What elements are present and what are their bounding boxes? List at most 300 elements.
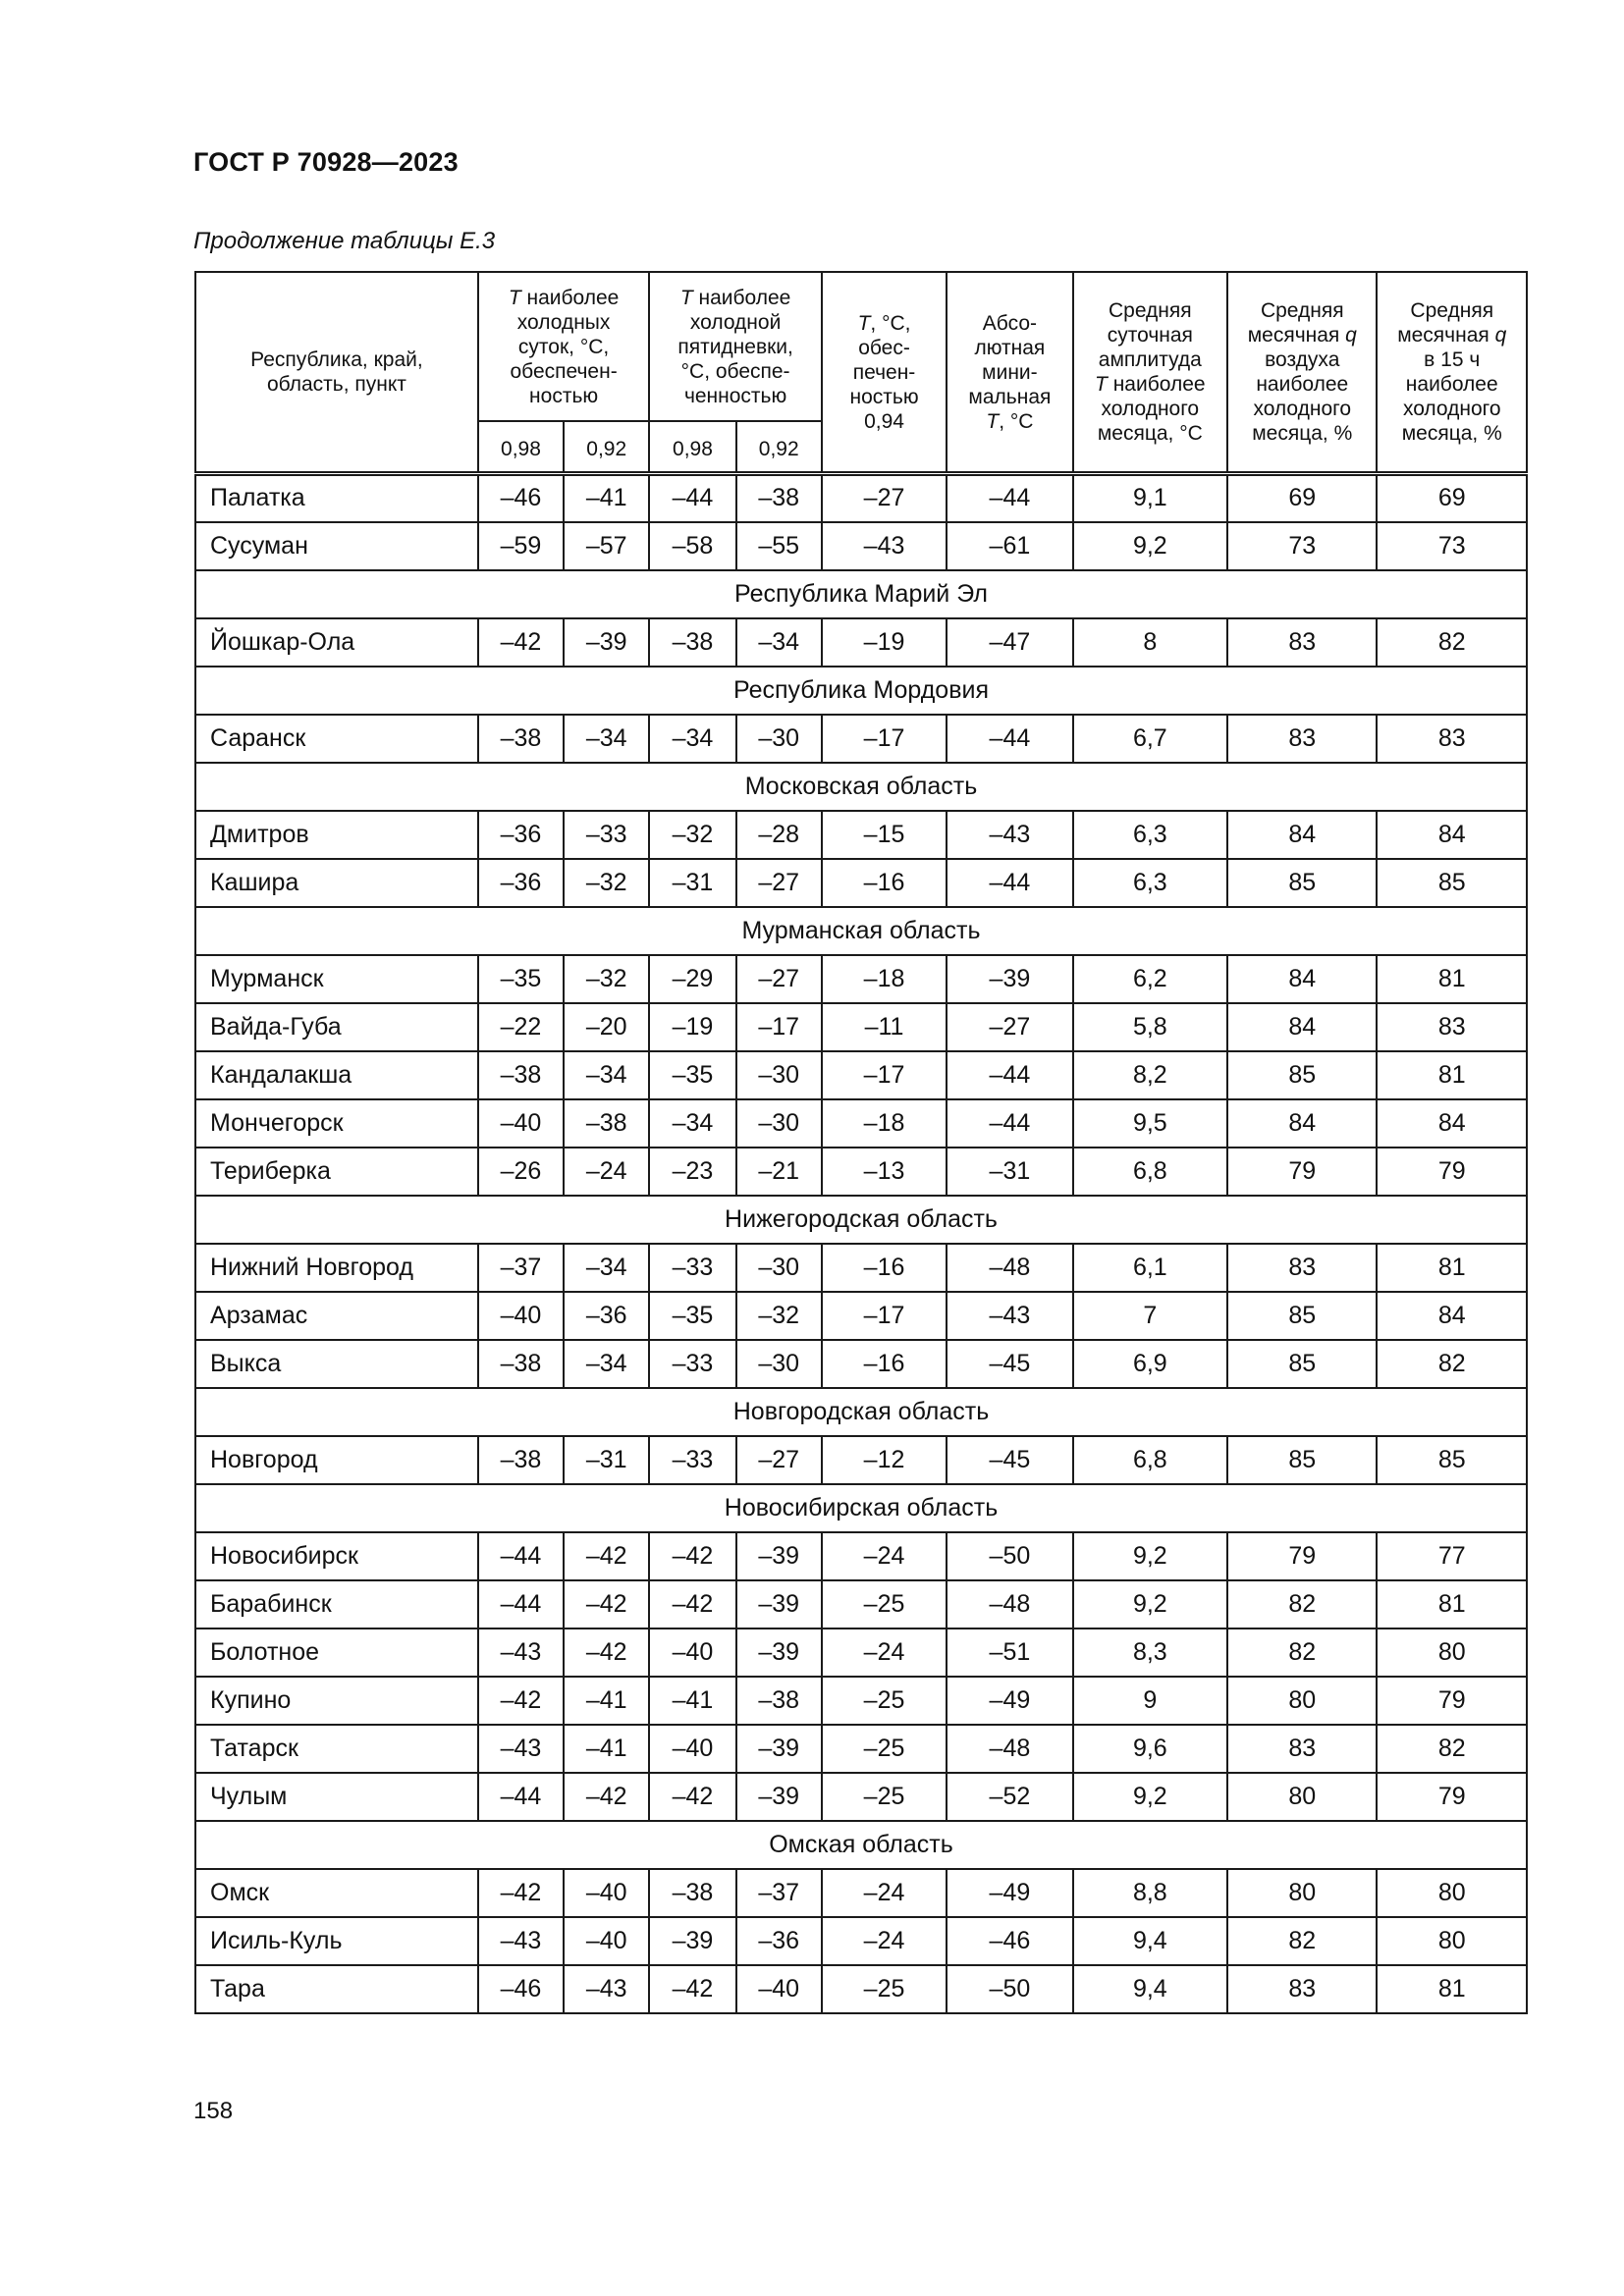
value-cell: –36 xyxy=(478,859,564,907)
value-cell: –17 xyxy=(736,1003,822,1051)
value-cell: –21 xyxy=(736,1148,822,1196)
table-caption: Продолжение таблицы Е.3 xyxy=(193,228,496,254)
value-cell: –40 xyxy=(649,1725,735,1773)
value-cell: –30 xyxy=(736,1099,822,1148)
point-name: Новгород xyxy=(195,1436,478,1484)
value-cell: –32 xyxy=(649,811,735,859)
value-cell: –32 xyxy=(564,859,649,907)
region-row xyxy=(195,667,1527,715)
value-cell: –31 xyxy=(564,1436,649,1484)
value-cell: –44 xyxy=(478,1580,564,1629)
value-cell: –25 xyxy=(822,1773,947,1821)
value-cell: –27 xyxy=(736,955,822,1003)
value-cell: 8,2 xyxy=(1073,1051,1227,1099)
value-cell: –12 xyxy=(822,1436,947,1484)
value-cell: –24 xyxy=(822,1532,947,1580)
value-cell: –19 xyxy=(649,1003,735,1051)
table-row xyxy=(195,1148,1527,1196)
subheader-cell: 0,92 xyxy=(564,421,649,474)
value-cell: –45 xyxy=(947,1340,1072,1388)
value-cell: –34 xyxy=(564,1051,649,1099)
value-cell: –30 xyxy=(736,715,822,763)
value-cell: 84 xyxy=(1377,1292,1527,1340)
value-cell: –30 xyxy=(736,1340,822,1388)
value-cell: 6,7 xyxy=(1073,715,1227,763)
value-cell: –31 xyxy=(649,859,735,907)
point-name: Мурманск xyxy=(195,955,478,1003)
value-cell: –16 xyxy=(822,1244,947,1292)
value-cell: –38 xyxy=(649,618,735,667)
value-cell: –37 xyxy=(736,1869,822,1917)
value-cell: –44 xyxy=(947,1099,1072,1148)
value-cell: –24 xyxy=(564,1148,649,1196)
value-cell: –20 xyxy=(564,1003,649,1051)
value-cell: –28 xyxy=(736,811,822,859)
subheader-cell: 0,98 xyxy=(478,421,564,474)
point-name: Вайда-Губа xyxy=(195,1003,478,1051)
value-cell: 80 xyxy=(1377,1629,1527,1677)
table-row xyxy=(195,474,1527,522)
point-name: Исиль-Куль xyxy=(195,1917,478,1965)
value-cell: 84 xyxy=(1377,1099,1527,1148)
value-cell: –38 xyxy=(736,1677,822,1725)
value-cell: –30 xyxy=(736,1051,822,1099)
value-cell: 79 xyxy=(1377,1148,1527,1196)
point-name: Йошкар-Ола xyxy=(195,618,478,667)
value-cell: –33 xyxy=(649,1436,735,1484)
region-row xyxy=(195,1196,1527,1244)
value-cell: –39 xyxy=(947,955,1072,1003)
value-cell: –40 xyxy=(564,1869,649,1917)
value-cell: 84 xyxy=(1227,811,1377,859)
region-name: Республика Мордовия xyxy=(195,667,1527,715)
header-coldest-day xyxy=(478,272,650,421)
table-row xyxy=(195,1003,1527,1051)
value-cell: 85 xyxy=(1227,859,1377,907)
value-cell: –46 xyxy=(478,474,564,522)
point-name: Новосибирск xyxy=(195,1532,478,1580)
value-cell: –33 xyxy=(649,1340,735,1388)
value-cell: –49 xyxy=(947,1869,1072,1917)
value-cell: –38 xyxy=(478,1051,564,1099)
region-name: Республика Марий Эл xyxy=(195,570,1527,618)
value-cell: –43 xyxy=(478,1725,564,1773)
value-cell: –39 xyxy=(649,1917,735,1965)
value-cell: –43 xyxy=(947,1292,1072,1340)
table-row xyxy=(195,1532,1527,1580)
table-row xyxy=(195,1917,1527,1965)
point-name: Сусуман xyxy=(195,522,478,570)
value-cell: –50 xyxy=(947,1965,1072,2013)
header-monthly-q xyxy=(1227,272,1377,474)
header-daily-amplitude-text: Средняя суточная амплитуда T наиболее холодного месяца, °С xyxy=(1095,299,1206,445)
value-cell: 8,3 xyxy=(1073,1629,1227,1677)
point-name: Мончегорск xyxy=(195,1099,478,1148)
point-name: Кашира xyxy=(195,859,478,907)
value-cell: –27 xyxy=(947,1003,1072,1051)
value-cell: –37 xyxy=(478,1244,564,1292)
value-cell: –50 xyxy=(947,1532,1072,1580)
header-coldest-day-text: T наиболее холодных суток, °С, обеспечен- ностью xyxy=(508,286,620,407)
value-cell: –39 xyxy=(736,1725,822,1773)
value-cell: 85 xyxy=(1227,1292,1377,1340)
value-cell: 85 xyxy=(1227,1051,1377,1099)
value-cell: 9,4 xyxy=(1073,1965,1227,2013)
value-cell: –58 xyxy=(649,522,735,570)
point-name: Нижний Новгород xyxy=(195,1244,478,1292)
value-cell: –33 xyxy=(564,811,649,859)
value-cell: 9,1 xyxy=(1073,474,1227,522)
point-name: Барабинск xyxy=(195,1580,478,1629)
value-cell: 80 xyxy=(1227,1869,1377,1917)
value-cell: –18 xyxy=(822,955,947,1003)
table-row xyxy=(195,955,1527,1003)
value-cell: –51 xyxy=(947,1629,1072,1677)
value-cell: –44 xyxy=(478,1773,564,1821)
value-cell: –39 xyxy=(564,618,649,667)
region-name: Московская область xyxy=(195,763,1527,811)
value-cell: –44 xyxy=(947,1051,1072,1099)
value-cell: –26 xyxy=(478,1148,564,1196)
table-row xyxy=(195,1099,1527,1148)
region-row xyxy=(195,570,1527,618)
value-cell: 6,9 xyxy=(1073,1340,1227,1388)
value-cell: 6,1 xyxy=(1073,1244,1227,1292)
value-cell: –36 xyxy=(736,1917,822,1965)
table-row xyxy=(195,1051,1527,1099)
value-cell: –16 xyxy=(822,1340,947,1388)
value-cell: –41 xyxy=(564,1725,649,1773)
table-row xyxy=(195,1340,1527,1388)
value-cell: –39 xyxy=(736,1580,822,1629)
value-cell: 9,2 xyxy=(1073,1773,1227,1821)
value-cell: –42 xyxy=(478,1869,564,1917)
value-cell: –35 xyxy=(478,955,564,1003)
value-cell: 7 xyxy=(1073,1292,1227,1340)
value-cell: 85 xyxy=(1227,1436,1377,1484)
value-cell: 81 xyxy=(1377,1244,1527,1292)
table-row xyxy=(195,1869,1527,1917)
value-cell: 82 xyxy=(1377,1340,1527,1388)
value-cell: 80 xyxy=(1227,1677,1377,1725)
value-cell: 82 xyxy=(1227,1917,1377,1965)
value-cell: 9,2 xyxy=(1073,522,1227,570)
value-cell: 73 xyxy=(1227,522,1377,570)
value-cell: 9,2 xyxy=(1073,1580,1227,1629)
value-cell: –44 xyxy=(947,474,1072,522)
value-cell: –39 xyxy=(736,1629,822,1677)
value-cell: –40 xyxy=(478,1099,564,1148)
value-cell: 81 xyxy=(1377,955,1527,1003)
value-cell: –38 xyxy=(478,1340,564,1388)
value-cell: –42 xyxy=(478,618,564,667)
header-coldest-five-day-text: T наиболее холодной пятидневки, °С, обеспе- ченностью xyxy=(677,286,793,407)
table-row xyxy=(195,618,1527,667)
value-cell: 9,4 xyxy=(1073,1917,1227,1965)
value-cell: 80 xyxy=(1377,1917,1527,1965)
value-cell: –44 xyxy=(478,1532,564,1580)
value-cell: –42 xyxy=(649,1773,735,1821)
value-cell: –57 xyxy=(564,522,649,570)
value-cell: –45 xyxy=(947,1436,1072,1484)
table-row xyxy=(195,1677,1527,1725)
value-cell: –24 xyxy=(822,1869,947,1917)
value-cell: –30 xyxy=(736,1244,822,1292)
header-monthly-q-15h xyxy=(1377,272,1527,474)
value-cell: –41 xyxy=(564,474,649,522)
climate-table xyxy=(194,271,1528,2014)
region-name: Новгородская область xyxy=(195,1388,1527,1436)
value-cell: –42 xyxy=(649,1965,735,2013)
value-cell: –41 xyxy=(649,1677,735,1725)
value-cell: 83 xyxy=(1227,1244,1377,1292)
value-cell: 83 xyxy=(1377,715,1527,763)
table-row xyxy=(195,1580,1527,1629)
table-row xyxy=(195,811,1527,859)
value-cell: –38 xyxy=(478,715,564,763)
value-cell: –24 xyxy=(822,1917,947,1965)
header-monthly-q-15h-text: Средняя месячная q в 15 ч наиболее холодного месяца, % xyxy=(1397,299,1507,445)
value-cell: –15 xyxy=(822,811,947,859)
value-cell: 83 xyxy=(1227,715,1377,763)
page-number: 158 xyxy=(193,2098,234,2124)
value-cell: –42 xyxy=(649,1580,735,1629)
value-cell: –38 xyxy=(649,1869,735,1917)
table-row xyxy=(195,1292,1527,1340)
table-body xyxy=(195,474,1527,2013)
value-cell: –43 xyxy=(478,1917,564,1965)
value-cell: –39 xyxy=(736,1773,822,1821)
value-cell: –25 xyxy=(822,1580,947,1629)
point-name: Татарск xyxy=(195,1725,478,1773)
subheader-cell: 0,92 xyxy=(736,421,822,474)
value-cell: 69 xyxy=(1377,474,1527,522)
table-row xyxy=(195,1436,1527,1484)
value-cell: 84 xyxy=(1227,1099,1377,1148)
document-header: ГОСТ Р 70928—2023 xyxy=(193,147,459,177)
value-cell: –40 xyxy=(564,1917,649,1965)
value-cell: –25 xyxy=(822,1677,947,1725)
value-cell: 6,8 xyxy=(1073,1436,1227,1484)
value-cell: –44 xyxy=(947,715,1072,763)
value-cell: 82 xyxy=(1377,618,1527,667)
point-name: Дмитров xyxy=(195,811,478,859)
value-cell: 79 xyxy=(1227,1148,1377,1196)
value-cell: 83 xyxy=(1377,1003,1527,1051)
value-cell: 9,6 xyxy=(1073,1725,1227,1773)
point-name: Арзамас xyxy=(195,1292,478,1340)
value-cell: 79 xyxy=(1227,1532,1377,1580)
header-t-094-text: T, °С, обес- печен- ностью 0,94 xyxy=(849,311,919,433)
value-cell: –48 xyxy=(947,1725,1072,1773)
region-name: Омская область xyxy=(195,1821,1527,1869)
value-cell: –46 xyxy=(478,1965,564,2013)
value-cell: 9,5 xyxy=(1073,1099,1227,1148)
value-cell: –61 xyxy=(947,522,1072,570)
value-cell: 84 xyxy=(1377,811,1527,859)
point-name: Болотное xyxy=(195,1629,478,1677)
value-cell: –34 xyxy=(564,1340,649,1388)
value-cell: –34 xyxy=(564,1244,649,1292)
value-cell: 6,2 xyxy=(1073,955,1227,1003)
region-row xyxy=(195,763,1527,811)
value-cell: –42 xyxy=(478,1677,564,1725)
value-cell: –55 xyxy=(736,522,822,570)
value-cell: –42 xyxy=(564,1532,649,1580)
value-cell: –47 xyxy=(947,618,1072,667)
value-cell: –32 xyxy=(564,955,649,1003)
value-cell: –24 xyxy=(822,1629,947,1677)
point-name: Купино xyxy=(195,1677,478,1725)
header-daily-amplitude xyxy=(1073,272,1227,474)
value-cell: –44 xyxy=(947,859,1072,907)
region-row xyxy=(195,1388,1527,1436)
value-cell: –11 xyxy=(822,1003,947,1051)
value-cell: 6,8 xyxy=(1073,1148,1227,1196)
value-cell: –29 xyxy=(649,955,735,1003)
value-cell: 81 xyxy=(1377,1965,1527,2013)
table-row xyxy=(195,1773,1527,1821)
value-cell: –35 xyxy=(649,1051,735,1099)
region-row xyxy=(195,1484,1527,1532)
value-cell: 79 xyxy=(1377,1677,1527,1725)
value-cell: –18 xyxy=(822,1099,947,1148)
header-abs-min xyxy=(947,272,1072,474)
table-row xyxy=(195,715,1527,763)
value-cell: –27 xyxy=(736,859,822,907)
value-cell: 69 xyxy=(1227,474,1377,522)
value-cell: 85 xyxy=(1377,859,1527,907)
value-cell: –19 xyxy=(822,618,947,667)
table-row xyxy=(195,1244,1527,1292)
region-name: Мурманская область xyxy=(195,907,1527,955)
value-cell: 8 xyxy=(1073,618,1227,667)
value-cell: –43 xyxy=(564,1965,649,2013)
value-cell: 80 xyxy=(1227,1773,1377,1821)
value-cell: 85 xyxy=(1227,1340,1377,1388)
value-cell: –34 xyxy=(649,715,735,763)
table-row xyxy=(195,522,1527,570)
header-region-point-text: Республика, край, область, пункт xyxy=(250,348,423,396)
value-cell: –42 xyxy=(564,1629,649,1677)
point-name: Чулым xyxy=(195,1773,478,1821)
value-cell: 84 xyxy=(1227,955,1377,1003)
value-cell: 79 xyxy=(1377,1773,1527,1821)
region-name: Нижегородская область xyxy=(195,1196,1527,1244)
header-t-094 xyxy=(822,272,947,474)
point-name: Териберка xyxy=(195,1148,478,1196)
value-cell: 85 xyxy=(1377,1436,1527,1484)
table-row xyxy=(195,859,1527,907)
value-cell: –48 xyxy=(947,1244,1072,1292)
value-cell: –27 xyxy=(822,474,947,522)
value-cell: –39 xyxy=(736,1532,822,1580)
value-cell: –16 xyxy=(822,859,947,907)
value-cell: –43 xyxy=(822,522,947,570)
header-coldest-five-day xyxy=(649,272,822,421)
table-row xyxy=(195,1965,1527,2013)
value-cell: –17 xyxy=(822,1051,947,1099)
value-cell: 82 xyxy=(1227,1629,1377,1677)
value-cell: –34 xyxy=(649,1099,735,1148)
value-cell: –43 xyxy=(478,1629,564,1677)
point-name: Палатка xyxy=(195,474,478,522)
value-cell: –17 xyxy=(822,715,947,763)
value-cell: –40 xyxy=(736,1965,822,2013)
value-cell: 5,8 xyxy=(1073,1003,1227,1051)
value-cell: –34 xyxy=(736,618,822,667)
value-cell: –22 xyxy=(478,1003,564,1051)
value-cell: –40 xyxy=(649,1629,735,1677)
value-cell: –31 xyxy=(947,1148,1072,1196)
value-cell: 82 xyxy=(1227,1580,1377,1629)
value-cell: 81 xyxy=(1377,1051,1527,1099)
value-cell: –43 xyxy=(947,811,1072,859)
value-cell: 83 xyxy=(1227,1725,1377,1773)
value-cell: –34 xyxy=(564,715,649,763)
region-row xyxy=(195,907,1527,955)
value-cell: 83 xyxy=(1227,1965,1377,2013)
value-cell: 9,2 xyxy=(1073,1532,1227,1580)
value-cell: –42 xyxy=(649,1532,735,1580)
value-cell: –42 xyxy=(564,1773,649,1821)
value-cell: –41 xyxy=(564,1677,649,1725)
value-cell: –38 xyxy=(736,474,822,522)
value-cell: –44 xyxy=(649,474,735,522)
value-cell: 6,3 xyxy=(1073,811,1227,859)
header-abs-min-text: Абсо- лютная мини- мальная T, °С xyxy=(968,311,1052,433)
value-cell: –33 xyxy=(649,1244,735,1292)
value-cell: –23 xyxy=(649,1148,735,1196)
value-cell: –17 xyxy=(822,1292,947,1340)
point-name: Тара xyxy=(195,1965,478,2013)
point-name: Омск xyxy=(195,1869,478,1917)
value-cell: –36 xyxy=(478,811,564,859)
value-cell: 8,8 xyxy=(1073,1869,1227,1917)
value-cell: –32 xyxy=(736,1292,822,1340)
value-cell: –49 xyxy=(947,1677,1072,1725)
value-cell: 84 xyxy=(1227,1003,1377,1051)
value-cell: –27 xyxy=(736,1436,822,1484)
header-region-point xyxy=(195,272,478,474)
region-name: Новосибирская область xyxy=(195,1484,1527,1532)
point-name: Саранск xyxy=(195,715,478,763)
value-cell: –13 xyxy=(822,1148,947,1196)
subheader-cell: 0,98 xyxy=(649,421,735,474)
region-row xyxy=(195,1821,1527,1869)
value-cell: –38 xyxy=(564,1099,649,1148)
point-name: Выкса xyxy=(195,1340,478,1388)
value-cell: –59 xyxy=(478,522,564,570)
value-cell: –52 xyxy=(947,1773,1072,1821)
header-monthly-q-text: Средняя месячная q воздуха наиболее холодного месяца, % xyxy=(1247,299,1357,445)
value-cell: –42 xyxy=(564,1580,649,1629)
value-cell: 9 xyxy=(1073,1677,1227,1725)
value-cell: –38 xyxy=(478,1436,564,1484)
value-cell: –46 xyxy=(947,1917,1072,1965)
value-cell: 82 xyxy=(1377,1725,1527,1773)
value-cell: –35 xyxy=(649,1292,735,1340)
value-cell: 73 xyxy=(1377,522,1527,570)
value-cell: –25 xyxy=(822,1725,947,1773)
value-cell: 83 xyxy=(1227,618,1377,667)
value-cell: 6,3 xyxy=(1073,859,1227,907)
value-cell: –48 xyxy=(947,1580,1072,1629)
value-cell: 80 xyxy=(1377,1869,1527,1917)
value-cell: –25 xyxy=(822,1965,947,2013)
value-cell: 81 xyxy=(1377,1580,1527,1629)
value-cell: 77 xyxy=(1377,1532,1527,1580)
